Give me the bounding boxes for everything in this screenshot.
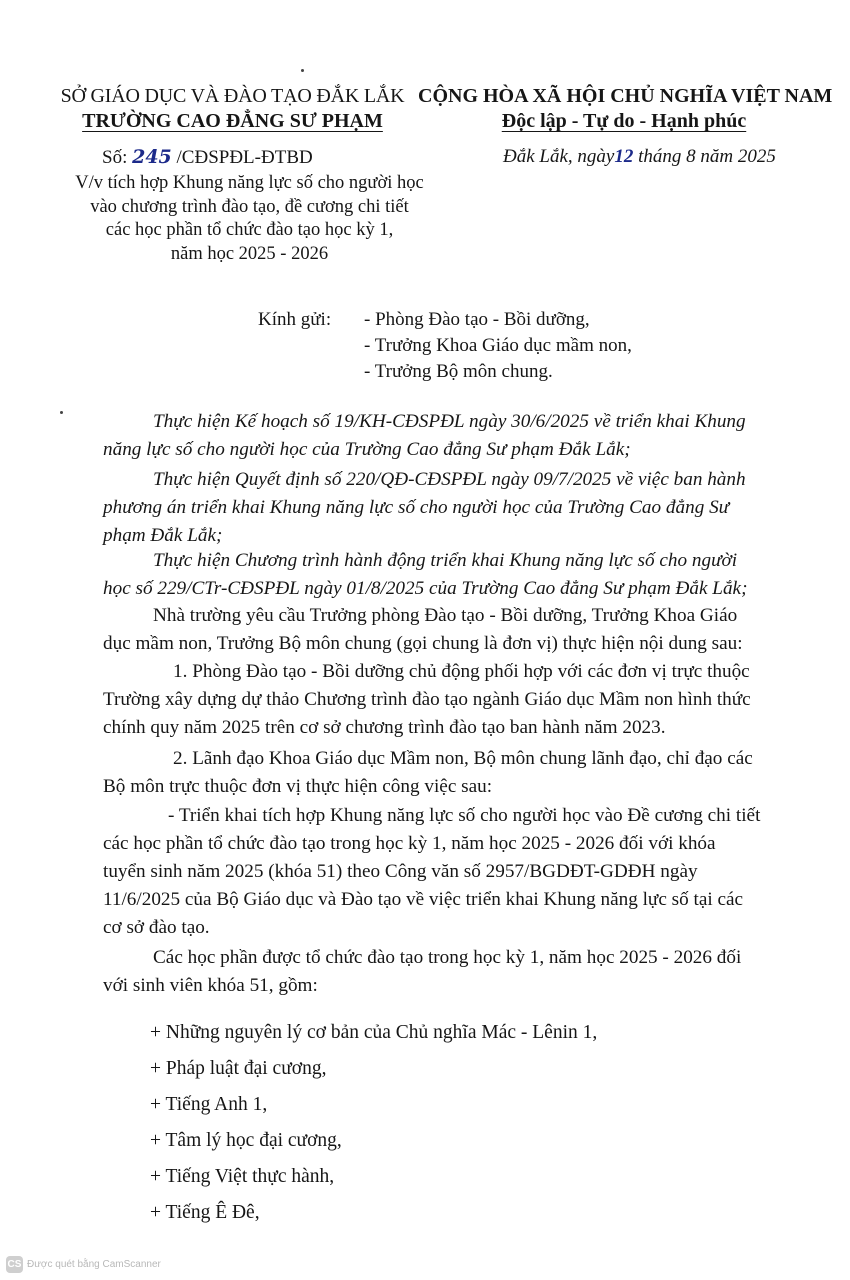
paragraph-line: năng lực số cho người học của Trường Cao đẳng Sư phạm Đắk Lắk; bbox=[103, 439, 631, 460]
paragraph-line: dục mầm non, Trưởng Bộ môn chung (gọi chung là đơn vị) thực hiện nội dung sau: bbox=[103, 633, 743, 654]
subject-line: vào chương trình đào tạo, đề cương chi tiết bbox=[90, 196, 409, 217]
paragraph-line: tuyển sinh năm 2025 (khóa 51) theo Công văn số 2957/BGDĐT-GDĐH ngày bbox=[103, 861, 698, 882]
paragraph-line: Các học phần được tổ chức đào tạo trong học kỳ 1, năm học 2025 - 2026 đối bbox=[153, 947, 742, 968]
paragraph-line: phạm Đắk Lắk; bbox=[103, 525, 223, 546]
national-header bbox=[418, 84, 833, 134]
date-prefix: Đắk Lắk, ngày bbox=[503, 146, 615, 167]
paragraph-line: Thực hiện Chương trình hành động triển khai Khung năng lực số cho người bbox=[153, 550, 738, 571]
basis-paragraph bbox=[103, 408, 789, 464]
course-list-item: + Tâm lý học đại cương, bbox=[150, 1130, 342, 1151]
document-number-handwritten: 245 bbox=[132, 146, 172, 168]
subject-line: V/v tích hợp Khung năng lực số cho người học bbox=[75, 173, 424, 193]
subject-line: các học phần tổ chức đào tạo học kỳ 1, bbox=[105, 220, 394, 240]
paragraph-line: cơ sở đào tạo. bbox=[103, 917, 210, 938]
item-1-paragraph bbox=[103, 658, 789, 742]
date-suffix: tháng 8 năm 2025 bbox=[633, 146, 776, 167]
scanner-watermark bbox=[6, 1256, 161, 1273]
document-number-prefix: Số: bbox=[102, 147, 133, 168]
subject-line: năm học 2025 - 2026 bbox=[170, 243, 329, 264]
task-paragraph bbox=[103, 802, 789, 942]
paragraph-line: 2. Lãnh đạo Khoa Giáo dục Mầm non, Bộ môn chung lãnh đạo, chỉ đạo các bbox=[173, 748, 753, 769]
department-name: SỞ GIÁO DỤC VÀ ĐÀO TẠO ĐẮK LẮK bbox=[60, 85, 405, 107]
scan-speck bbox=[60, 411, 63, 414]
document-number-suffix: /CĐSPĐL-ĐTBD bbox=[171, 147, 313, 168]
course-list-item: + Tiếng Anh 1, bbox=[150, 1094, 268, 1115]
course-intro-paragraph bbox=[103, 944, 789, 1000]
course-list-item: + Pháp luật đại cương, bbox=[150, 1058, 327, 1079]
paragraph-line: 1. Phòng Đào tạo - Bồi dưỡng chủ động phối hợp với các đơn vị trực thuộc bbox=[173, 661, 750, 682]
scan-speck bbox=[301, 69, 304, 72]
document-number bbox=[102, 146, 313, 169]
national-motto bbox=[418, 109, 830, 134]
paragraph-line: Trường xây dựng dự thảo Chương trình đào tạo ngành Giáo dục Mầm non hình thức bbox=[103, 689, 751, 710]
issuing-authority bbox=[60, 84, 405, 134]
date-day-handwritten: 12 bbox=[614, 146, 634, 167]
basis-paragraph bbox=[103, 466, 789, 550]
scanner-watermark-text: Được quét bằng CamScanner bbox=[27, 1259, 161, 1270]
course-list-item: + Tiếng Việt thực hành, bbox=[150, 1166, 335, 1187]
paragraph-line: phương án triển khai Khung năng lực số cho người học của Trường Cao đẳng Sư bbox=[103, 497, 730, 518]
paragraph-line: với sinh viên khóa 51, gồm: bbox=[103, 975, 318, 996]
national-title: CỘNG HÒA XÃ HỘI CHỦ NGHĨA VIỆT NAM bbox=[418, 85, 833, 107]
national-motto-text: Độc lập - Tự do - Hạnh phúc bbox=[501, 110, 747, 132]
document-date bbox=[503, 146, 776, 168]
school-name-text: TRƯỜNG CAO ĐẲNG SƯ PHẠM bbox=[82, 110, 383, 132]
course-list-item: + Tiếng Ê Đê, bbox=[150, 1202, 260, 1223]
paragraph-line: Thực hiện Kế hoạch số 19/KH-CĐSPĐL ngày 30/6/2025 về triển khai Khung bbox=[153, 411, 746, 432]
basis-paragraph bbox=[103, 547, 789, 603]
paragraph-line: Thực hiện Quyết định số 220/QĐ-CĐSPĐL ngày 09/7/2025 về việc ban hành bbox=[153, 469, 746, 490]
recipient-item: - Phòng Đào tạo - Bồi dưỡng, bbox=[364, 309, 590, 330]
course-list-item: + Những nguyên lý cơ bản của Chủ nghĩa Mác - Lênin 1, bbox=[150, 1022, 598, 1043]
recipient-item: - Trưởng Khoa Giáo dục mầm non, bbox=[364, 335, 632, 356]
recipient-item: - Trưởng Bộ môn chung. bbox=[364, 361, 553, 382]
paragraph-line: - Triển khai tích hợp Khung năng lực số cho người học vào Đề cương chi tiết bbox=[168, 805, 761, 826]
camscanner-logo-icon: CS bbox=[6, 1256, 23, 1273]
recipients-label: Kính gửi: bbox=[258, 309, 332, 330]
paragraph-line: các học phần tổ chức đào tạo trong học kỳ 1, năm học 2025 - 2026 đối với khóa bbox=[103, 833, 716, 854]
paragraph-line: chính quy năm 2025 trên cơ sở chương trình đào tạo ban hành năm 2023. bbox=[103, 717, 666, 738]
paragraph-line: Bộ môn trực thuộc đơn vị thực hiện công việc sau: bbox=[103, 776, 493, 797]
subject-block bbox=[72, 172, 427, 266]
item-2-paragraph bbox=[103, 745, 789, 801]
paragraph-line: Nhà trường yêu cầu Trưởng phòng Đào tạo - Bồi dưỡng, Trưởng Khoa Giáo bbox=[153, 605, 738, 626]
request-paragraph bbox=[103, 602, 789, 658]
paragraph-line: 11/6/2025 của Bộ Giáo dục và Đào tạo về việc triển khai Khung năng lực số tại các bbox=[103, 889, 744, 910]
paragraph-line: học số 229/CTr-CĐSPĐL ngày 01/8/2025 của Trường Cao đẳng Sư phạm Đắk Lắk; bbox=[103, 578, 748, 599]
school-name bbox=[60, 109, 405, 134]
